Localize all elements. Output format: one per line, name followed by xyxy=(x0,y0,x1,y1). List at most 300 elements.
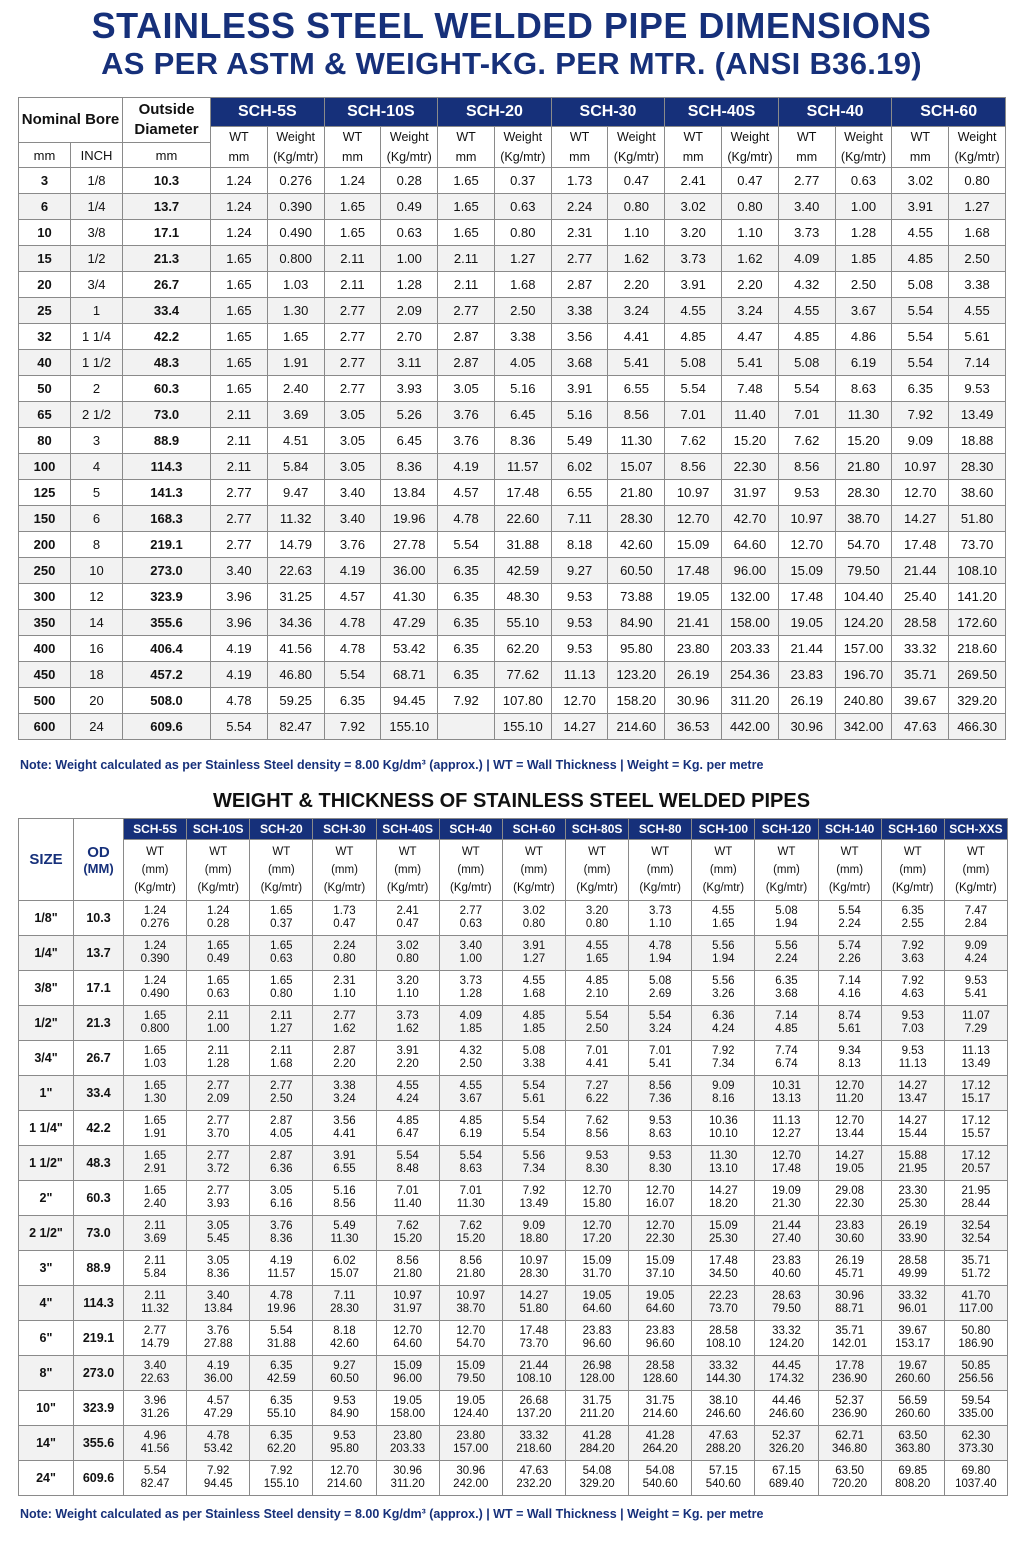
wt-value: 1.65 xyxy=(207,940,230,952)
table-row xyxy=(19,168,1006,194)
wt-value: 2.11 xyxy=(144,1255,166,1267)
weight-cell: 82.47 xyxy=(267,714,324,740)
od-cell: 60.3 xyxy=(123,376,211,402)
wt-value: 12.70 xyxy=(393,1325,423,1337)
wt-value: 5.56 xyxy=(712,975,735,987)
bore-mm-cell: 600 xyxy=(19,714,71,740)
wt-weight-cell xyxy=(376,1461,439,1496)
wt-value: 14.27 xyxy=(898,1080,928,1092)
wt-cell: 26.19 xyxy=(778,688,835,714)
wt-cell: 2.77 xyxy=(324,350,381,376)
wt-value: 5.56 xyxy=(522,1150,546,1162)
wt-weight-cell xyxy=(881,1181,944,1216)
wt-cell: 9.53 xyxy=(551,636,608,662)
wt-value: 4.32 xyxy=(459,1045,482,1057)
weight-value: 96.01 xyxy=(898,1303,928,1315)
table-row xyxy=(19,1041,1008,1076)
wt-cell: 1.65 xyxy=(211,376,268,402)
weight-value: 42.60 xyxy=(330,1338,359,1350)
od-cell: 17.1 xyxy=(123,220,211,246)
table-row xyxy=(19,454,1006,480)
wt-weight-cell xyxy=(313,1321,376,1356)
weight-value: 0.47 xyxy=(333,918,356,930)
wt-value: 2.77 xyxy=(143,1325,167,1337)
wt-weight-cell xyxy=(881,1146,944,1181)
wt-weight-cell xyxy=(250,1111,313,1146)
wt-value: 12.70 xyxy=(582,1185,612,1197)
od-cell: 42.2 xyxy=(74,1111,124,1146)
wt-cell: 17.48 xyxy=(665,558,722,584)
weight-value: 326.20 xyxy=(768,1443,805,1455)
wt-weight-cell xyxy=(755,1041,818,1076)
wt-value: 12.70 xyxy=(835,1115,864,1127)
od-cell: 141.3 xyxy=(123,480,211,506)
wt-cell: 3.91 xyxy=(551,376,608,402)
weight-cell: 2.50 xyxy=(949,246,1006,272)
wt-weight-cell xyxy=(376,1111,439,1146)
wt-cell: 8.18 xyxy=(551,532,608,558)
bore-mm-cell: 40 xyxy=(19,350,71,376)
wt-value: 2.24 xyxy=(333,940,356,952)
weight-cell: 3.11 xyxy=(381,350,438,376)
size-cell: 1/4" xyxy=(19,936,74,971)
weight-cell: 55.10 xyxy=(494,610,551,636)
weight-value: 37.10 xyxy=(645,1268,675,1280)
wt-value: 17.78 xyxy=(835,1360,864,1372)
wt-subheader xyxy=(551,127,608,168)
wt-cell: 14.27 xyxy=(551,714,608,740)
weight-value: 246.60 xyxy=(768,1408,805,1420)
weight-cell: 3.24 xyxy=(608,298,665,324)
wt-cell: 3.40 xyxy=(324,506,381,532)
wt-weight-cell xyxy=(944,901,1007,936)
table-row xyxy=(19,402,1006,428)
wt-cell: 3.76 xyxy=(324,532,381,558)
wt-value: 9.53 xyxy=(585,1150,609,1162)
wt-value: 19.05 xyxy=(582,1290,612,1302)
wt-value: 2.77 xyxy=(207,1080,230,1092)
wt-value: 5.49 xyxy=(333,1220,356,1232)
table-row xyxy=(19,971,1008,1006)
weight-value: 1.28 xyxy=(207,1058,230,1070)
wt-cell: 3.38 xyxy=(551,298,608,324)
weight-value: 214.60 xyxy=(326,1478,363,1490)
wt-value: 7.92 xyxy=(901,940,924,952)
wt-value: 47.63 xyxy=(519,1465,549,1477)
weight-cell: 11.40 xyxy=(722,402,779,428)
wt-weight-cell xyxy=(124,1146,187,1181)
od-cell: 609.6 xyxy=(74,1461,124,1496)
od-cell: 88.9 xyxy=(123,428,211,454)
wt-weight-cell xyxy=(376,936,439,971)
weight-cell: 68.71 xyxy=(381,662,438,688)
wt-cell: 1.65 xyxy=(211,272,268,298)
schedule-header: SCH-5S xyxy=(211,98,325,127)
size-cell: 1 1/4" xyxy=(19,1111,74,1146)
wt-cell: 5.54 xyxy=(892,298,949,324)
weight-value: 19.05 xyxy=(835,1163,864,1175)
wt-weight-cell xyxy=(755,901,818,936)
weight-value: 3.63 xyxy=(901,953,924,965)
note-text-bottom: Note: Weight calculated as per Stainless Steel density = 8.00 Kg/dm³ (approx.) | WT = Wall Thickness | Weight = Kg. per metre xyxy=(20,1507,764,1521)
table-row xyxy=(19,428,1006,454)
weight-value: 0.80 xyxy=(396,953,419,965)
wt-cell: 6.35 xyxy=(438,558,495,584)
weight-value: 4.24 xyxy=(964,953,988,965)
wt-cell: 1.24 xyxy=(211,220,268,246)
wt-value: 1.65 xyxy=(143,1185,167,1197)
weight-value: 11.30 xyxy=(456,1198,485,1210)
weight-value: 108.10 xyxy=(516,1373,552,1385)
wt-weight-cell xyxy=(944,1216,1007,1251)
wt-value: 21.44 xyxy=(772,1220,801,1232)
size-cell: 8" xyxy=(19,1356,74,1391)
wt-value: 4.09 xyxy=(459,1010,482,1022)
wt-label: WT xyxy=(209,846,228,858)
wt-value: 7.14 xyxy=(775,1010,798,1022)
weight-cell: 31.88 xyxy=(494,532,551,558)
wt-cell: 3.05 xyxy=(324,402,381,428)
weight-cell: 84.90 xyxy=(608,610,665,636)
weight-value: 18.20 xyxy=(708,1198,738,1210)
weight-value: 32.54 xyxy=(961,1233,991,1245)
wt-cell: 4.55 xyxy=(778,298,835,324)
weight-cell: 21.80 xyxy=(608,480,665,506)
weight-cell: 73.70 xyxy=(949,532,1006,558)
wt-weight-cell xyxy=(376,1391,439,1426)
wt-value: 6.35 xyxy=(775,975,798,987)
wt-cell: 9.53 xyxy=(551,610,608,636)
wt-cell: 3.76 xyxy=(438,402,495,428)
wt-weight-cell xyxy=(818,1076,881,1111)
weight-cell: 96.00 xyxy=(722,558,779,584)
wt-value: 30.96 xyxy=(835,1290,864,1302)
bore-mm-cell: 10 xyxy=(19,220,71,246)
od-cell: 17.1 xyxy=(74,971,124,1006)
wt-weight-cell xyxy=(502,936,565,971)
od-cell: 406.4 xyxy=(123,636,211,662)
wt-cell: 1.65 xyxy=(211,350,268,376)
wt-weight-cell xyxy=(439,1356,502,1391)
weight-value: 260.60 xyxy=(895,1408,931,1420)
wt-weight-cell xyxy=(629,1041,692,1076)
wt-weight-cell xyxy=(187,936,250,971)
wt-cell: 2.11 xyxy=(211,402,268,428)
schedule-header: SCH-20 xyxy=(250,819,313,840)
weight-value: 1.10 xyxy=(649,918,672,930)
wt-weight-cell xyxy=(818,1321,881,1356)
wt-value: 4.78 xyxy=(270,1290,293,1302)
wt-cell: 5.49 xyxy=(551,428,608,454)
wt-weight-cell xyxy=(124,1181,187,1216)
wt-value: 3.73 xyxy=(649,905,672,917)
weight-unit: (Kg/mtr) xyxy=(727,150,773,164)
od-cell: 21.3 xyxy=(123,246,211,272)
weight-cell: 15.20 xyxy=(835,428,892,454)
weight-value: 4.24 xyxy=(712,1023,735,1035)
weight-value: 7.34 xyxy=(712,1058,735,1070)
mm-label: (mm) xyxy=(583,864,611,876)
weight-value: 0.63 xyxy=(459,918,482,930)
weight-value: 11.40 xyxy=(393,1198,422,1210)
wt-weight-cell xyxy=(124,1391,187,1426)
weight-value: 5.61 xyxy=(838,1023,861,1035)
wt-value: 15.09 xyxy=(582,1255,612,1267)
od-cell: 33.4 xyxy=(123,298,211,324)
wt-weight-cell xyxy=(944,1461,1007,1496)
wt-value: 3.40 xyxy=(459,940,482,952)
wt-weight-cell xyxy=(692,936,755,971)
wt-weight-cell xyxy=(250,901,313,936)
weight-cell: 0.800 xyxy=(267,246,324,272)
weight-cell: 6.45 xyxy=(381,428,438,454)
weight-value: 1.03 xyxy=(143,1058,167,1070)
wt-label: WT xyxy=(335,846,354,858)
wt-weight-cell xyxy=(250,971,313,1006)
wt-value: 23.80 xyxy=(393,1430,423,1442)
wt-weight-cell xyxy=(376,1076,439,1111)
wt-cell: 4.55 xyxy=(892,220,949,246)
weight-cell: 28.30 xyxy=(608,506,665,532)
wt-value: 8.56 xyxy=(649,1080,672,1092)
wt-cell: 11.13 xyxy=(551,662,608,688)
weight-value: 96.60 xyxy=(645,1338,675,1350)
wt-value: 63.50 xyxy=(835,1465,864,1477)
table-row xyxy=(19,1181,1008,1216)
wt-value: 7.01 xyxy=(396,1185,419,1197)
table-row xyxy=(19,558,1006,584)
weight-cell: 48.30 xyxy=(494,584,551,610)
wt-cell: 1.73 xyxy=(551,168,608,194)
wt-value: 41.28 xyxy=(582,1430,612,1442)
bore-mm-cell: 125 xyxy=(19,480,71,506)
wt-cell: 3.73 xyxy=(665,246,722,272)
wt-value: 35.71 xyxy=(961,1255,991,1267)
weight-value: 5.41 xyxy=(649,1058,672,1070)
wt-cell: 47.63 xyxy=(892,714,949,740)
wt-cell: 7.92 xyxy=(438,688,495,714)
bore-inch-cell: 12 xyxy=(71,584,123,610)
wt-weight-cell xyxy=(124,1356,187,1391)
weight-value: 1.68 xyxy=(522,988,546,1000)
weight-value: 1.65 xyxy=(712,918,735,930)
wt-value: 28.63 xyxy=(772,1290,801,1302)
wt-value: 4.55 xyxy=(712,905,735,917)
wt-weight-cell xyxy=(439,1076,502,1111)
wt-weight-cell xyxy=(565,1006,628,1041)
weight-value: 0.49 xyxy=(207,953,230,965)
wt-value: 5.54 xyxy=(459,1150,482,1162)
od-cell: 114.3 xyxy=(123,454,211,480)
wt-label: WT xyxy=(966,846,985,858)
wt-value: 1.65 xyxy=(270,975,293,987)
wt-weight-cell xyxy=(187,1146,250,1181)
schedule-header: SCH-40 xyxy=(439,819,502,840)
weight-cell: 132.00 xyxy=(722,584,779,610)
weight-value: 96.60 xyxy=(582,1338,612,1350)
wt-weight-cell xyxy=(881,1461,944,1496)
wt-weight-cell xyxy=(502,1251,565,1286)
wt-value: 3.76 xyxy=(270,1220,293,1232)
wt-value: 3.73 xyxy=(459,975,482,987)
wt-weight-cell xyxy=(692,1461,755,1496)
mm-label: (mm) xyxy=(141,864,169,876)
wt-cell: 1.24 xyxy=(211,168,268,194)
weight-value: 13.47 xyxy=(898,1093,928,1105)
weight-value: 7.03 xyxy=(901,1023,924,1035)
wt-cell: 4.78 xyxy=(211,688,268,714)
weight-value: 236.90 xyxy=(832,1408,868,1420)
weight-value: 4.05 xyxy=(270,1128,293,1140)
weight-value: 8.56 xyxy=(333,1198,356,1210)
wt-weight-cell xyxy=(313,971,376,1006)
wt-value: 28.58 xyxy=(708,1325,738,1337)
weight-value: 720.20 xyxy=(832,1478,868,1490)
wt-value: 9.53 xyxy=(964,975,988,987)
weight-cell: 0.276 xyxy=(267,168,324,194)
wt-value: 5.56 xyxy=(712,940,735,952)
weight-cell: 1.00 xyxy=(381,246,438,272)
bore-inch-cell: 1 xyxy=(71,298,123,324)
wt-value: 6.35 xyxy=(270,1360,293,1372)
wt-value: 3.91 xyxy=(333,1150,356,1162)
wt-cell: 4.19 xyxy=(211,662,268,688)
wt-value: 15.09 xyxy=(708,1220,738,1232)
wt-unit: mm xyxy=(569,150,590,164)
weight-value: 0.80 xyxy=(333,953,356,965)
weight-cell: 5.26 xyxy=(381,402,438,428)
wt-weight-cell xyxy=(565,1286,628,1321)
weight-cell: 1.03 xyxy=(267,272,324,298)
wt-value: 30.96 xyxy=(393,1465,423,1477)
wt-weight-cell xyxy=(818,1041,881,1076)
table-row xyxy=(19,376,1006,402)
weight-value: 49.99 xyxy=(898,1268,928,1280)
wt-value: 8.56 xyxy=(396,1255,419,1267)
weight-cell: 108.10 xyxy=(949,558,1006,584)
weight-value: 311.20 xyxy=(390,1478,425,1490)
weight-value: 21.80 xyxy=(456,1268,486,1280)
wt-value: 12.70 xyxy=(835,1080,864,1092)
weight-unit: (Kg/mtr) xyxy=(386,150,432,164)
wt-value: 4.55 xyxy=(459,1080,482,1092)
wt-value: 11.07 xyxy=(961,1010,990,1022)
wt-weight-cell xyxy=(250,1041,313,1076)
note-text: Note: Weight calculated as per Stainless Steel density = 8.00 Kg/dm³ (approx.) | WT = Wall Thickness | Weight = Kg. per metre xyxy=(20,758,764,772)
weight-value: 31.97 xyxy=(393,1303,423,1315)
wt-value: 12.70 xyxy=(645,1220,675,1232)
wt-weight-cell xyxy=(944,971,1007,1006)
wt-cell: 3.20 xyxy=(665,220,722,246)
weight-cell: 8.36 xyxy=(494,428,551,454)
weight-cell: 8.36 xyxy=(381,454,438,480)
wt-kg-subheader xyxy=(250,840,313,901)
wt-value: 8.18 xyxy=(333,1325,356,1337)
wt-value: 5.16 xyxy=(333,1185,356,1197)
weight-value: 64.60 xyxy=(393,1338,423,1350)
weight-value: 1.28 xyxy=(459,988,482,1000)
bore-inch-cell: 18 xyxy=(71,662,123,688)
wt-value: 62.71 xyxy=(835,1430,864,1442)
weight-cell: 0.63 xyxy=(835,168,892,194)
wt-weight-cell xyxy=(692,1356,755,1391)
wt-cell: 2.77 xyxy=(324,376,381,402)
wt-weight-cell xyxy=(439,1426,502,1461)
weight-unit: (Kg/mtr) xyxy=(500,150,546,164)
wt-value: 23.83 xyxy=(835,1220,864,1232)
wt-weight-cell xyxy=(565,1111,628,1146)
weight-label: Weight xyxy=(730,130,770,144)
weight-cell: 46.80 xyxy=(267,662,324,688)
wt-weight-cell xyxy=(944,1076,1007,1111)
wt-value: 19.05 xyxy=(393,1395,423,1407)
weight-value: 13.49 xyxy=(519,1198,549,1210)
weight-cell: 107.80 xyxy=(494,688,551,714)
wt-cell: 3.40 xyxy=(778,194,835,220)
weight-cell: 64.60 xyxy=(722,532,779,558)
weight-value: 4.16 xyxy=(838,988,861,1000)
od-cell: 10.3 xyxy=(123,168,211,194)
bore-inch-cell: 1/4 xyxy=(71,194,123,220)
bore-mm-cell: 150 xyxy=(19,506,71,532)
wt-cell: 2.11 xyxy=(211,428,268,454)
weight-value: 232.20 xyxy=(516,1478,552,1490)
weight-cell: 47.29 xyxy=(381,610,438,636)
wt-cell: 3.96 xyxy=(211,584,268,610)
wt-cell: 3.05 xyxy=(324,454,381,480)
wt-value: 52.37 xyxy=(772,1430,801,1442)
kg-label: (Kg/mtr) xyxy=(197,882,239,894)
weight-cell: 5.84 xyxy=(267,454,324,480)
wt-value: 3.05 xyxy=(207,1220,230,1232)
wt-weight-cell xyxy=(187,1041,250,1076)
weight-cell: 442.00 xyxy=(722,714,779,740)
weight-cell: 95.80 xyxy=(608,636,665,662)
wt-weight-cell xyxy=(313,1216,376,1251)
wt-label: WT xyxy=(714,846,733,858)
wt-value: 3.56 xyxy=(333,1115,356,1127)
weight-cell: 9.53 xyxy=(949,376,1006,402)
wt-weight-cell xyxy=(250,1216,313,1251)
weight-cell: 4.47 xyxy=(722,324,779,350)
wt-value: 41.70 xyxy=(961,1290,991,1302)
wt-cell: 7.92 xyxy=(324,714,381,740)
wt-weight-cell xyxy=(565,901,628,936)
wt-value: 44.45 xyxy=(772,1360,801,1372)
weight-unit: (Kg/mtr) xyxy=(613,150,659,164)
wt-value: 2.77 xyxy=(207,1115,230,1127)
wt-cell: 5.54 xyxy=(324,662,381,688)
wt-value: 5.54 xyxy=(522,1080,546,1092)
weight-value: 62.20 xyxy=(266,1443,296,1455)
wt-value: 2.87 xyxy=(270,1150,293,1162)
wt-cell: 6.35 xyxy=(324,688,381,714)
weight-cell: 0.63 xyxy=(494,194,551,220)
wt-cell: 5.54 xyxy=(438,532,495,558)
wt-weight-cell xyxy=(313,1461,376,1496)
wt-value: 23.83 xyxy=(645,1325,675,1337)
weight-cell: 1.27 xyxy=(494,246,551,272)
weight-value: 5.84 xyxy=(143,1268,167,1280)
wt-value: 3.40 xyxy=(143,1360,167,1372)
weight-value: 128.60 xyxy=(642,1373,678,1385)
weight-value: 0.63 xyxy=(207,988,230,1000)
wt-value: 5.08 xyxy=(522,1045,546,1057)
wt-value: 3.91 xyxy=(396,1045,419,1057)
weight-value: 6.22 xyxy=(585,1093,609,1105)
weight-cell: 0.49 xyxy=(381,194,438,220)
weight-value: 808.20 xyxy=(895,1478,931,1490)
